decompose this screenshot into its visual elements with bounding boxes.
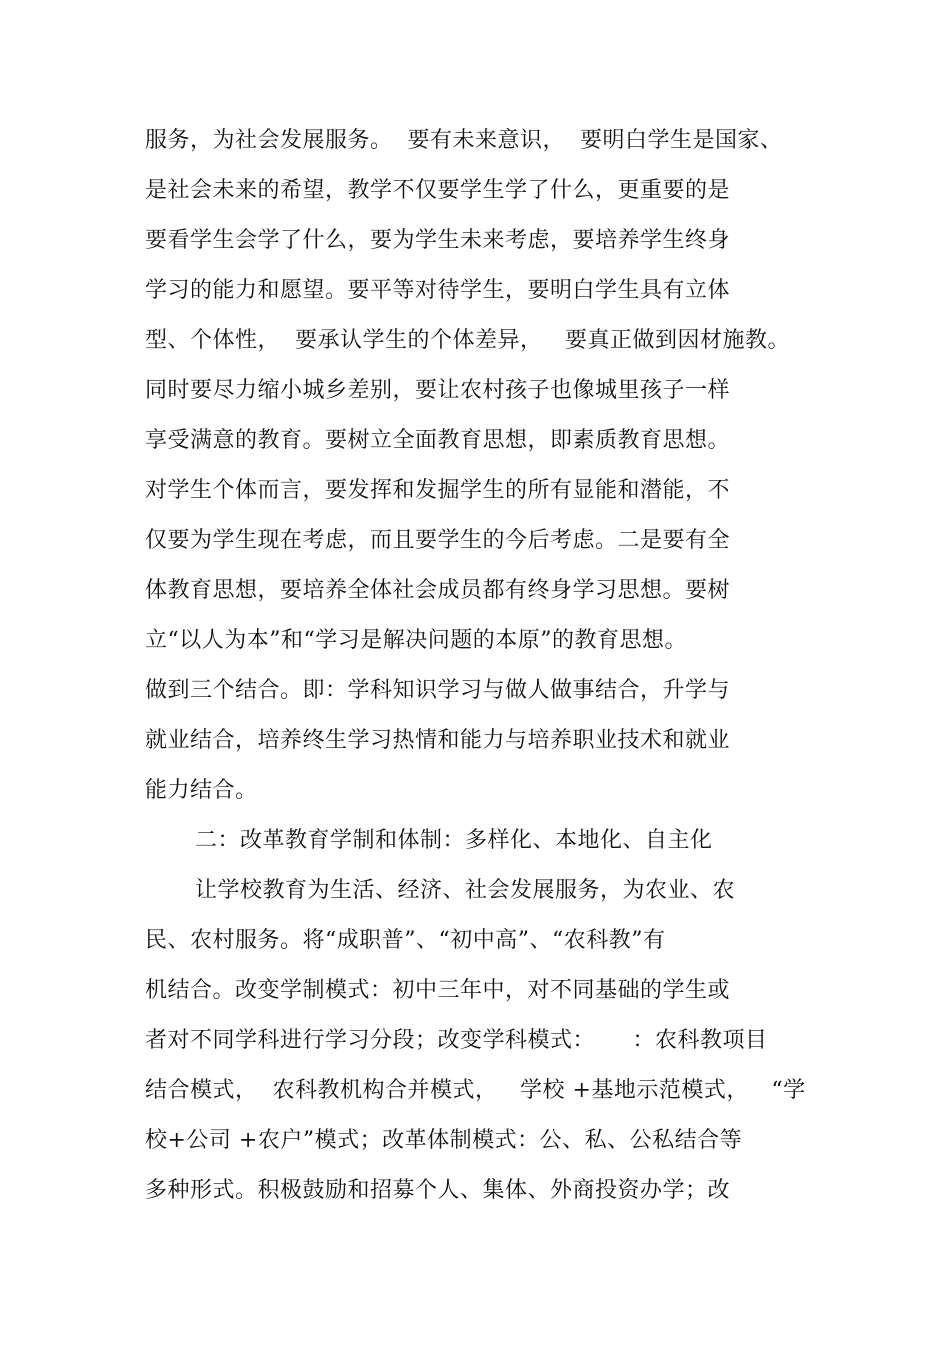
text-line: 能力结合。	[145, 778, 258, 803]
text-line: 结合模式， 农科教机构合并模式， 学校 +基地示范模式， “学	[145, 1078, 806, 1103]
text-line: 服务，为社会发展服务。 要有未来意识， 要明白学生是国家、	[145, 128, 783, 153]
section-heading: 二：改革教育学制和体制：多样化、本地化、自主化	[195, 828, 713, 853]
text-line: 让学校教育为生活、经济、社会发展服务，为农业、农	[195, 878, 736, 903]
text-line: 机结合。改变学制模式：初中三年中，对不同基础的学生或	[145, 978, 731, 1003]
text-line: 就业结合，培养终生学习热情和能力与培养职业技术和就业	[145, 728, 731, 753]
text-line: 对学生个体而言，要发挥和发掘学生的所有显能和潜能，不	[145, 478, 731, 503]
text-line: 要看学生会学了什么，要为学生未来考虑，要培养学生终身	[145, 228, 731, 253]
text-line: 学习的能力和愿望。要平等对待学生，要明白学生具有立体	[145, 278, 731, 303]
text-line: 享受满意的教育。要树立全面教育思想，即素质教育思想。	[145, 428, 731, 453]
text-line: 校+公司 +农户”模式；改革体制模式：公、私、公私结合等	[145, 1128, 743, 1153]
text-line: 立“以人为本”和“学习是解决问题的本原”的教育思想。	[145, 628, 687, 653]
text-line: 者对不同学科进行学习分段；改变学科模式： ：农科教项目	[145, 1028, 768, 1053]
text-line: 是社会未来的希望，教学不仅要学生学了什么，更重要的是	[145, 178, 731, 203]
text-line: 多种形式。积极鼓励和招募个人、集体、外商投资办学；改	[145, 1178, 731, 1203]
text-line: 同时要尽力缩小城乡差别，要让农村孩子也像城里孩子一样	[145, 378, 731, 403]
text-line: 民、农村服务。将“成职普”、“初中高”、“农科教”有	[145, 928, 666, 953]
text-line: 体教育思想，要培养全体社会成员都有终身学习思想。要树	[145, 578, 731, 603]
text-line: 型、个体性， 要承认学生的个体差异， 要真正做到因材施教。	[145, 328, 790, 353]
text-line: 做到三个结合。即：学科知识学习与做人做事结合，升学与	[145, 678, 731, 703]
text-line: 仅要为学生现在考虑，而且要学生的今后考虑。二是要有全	[145, 528, 731, 553]
